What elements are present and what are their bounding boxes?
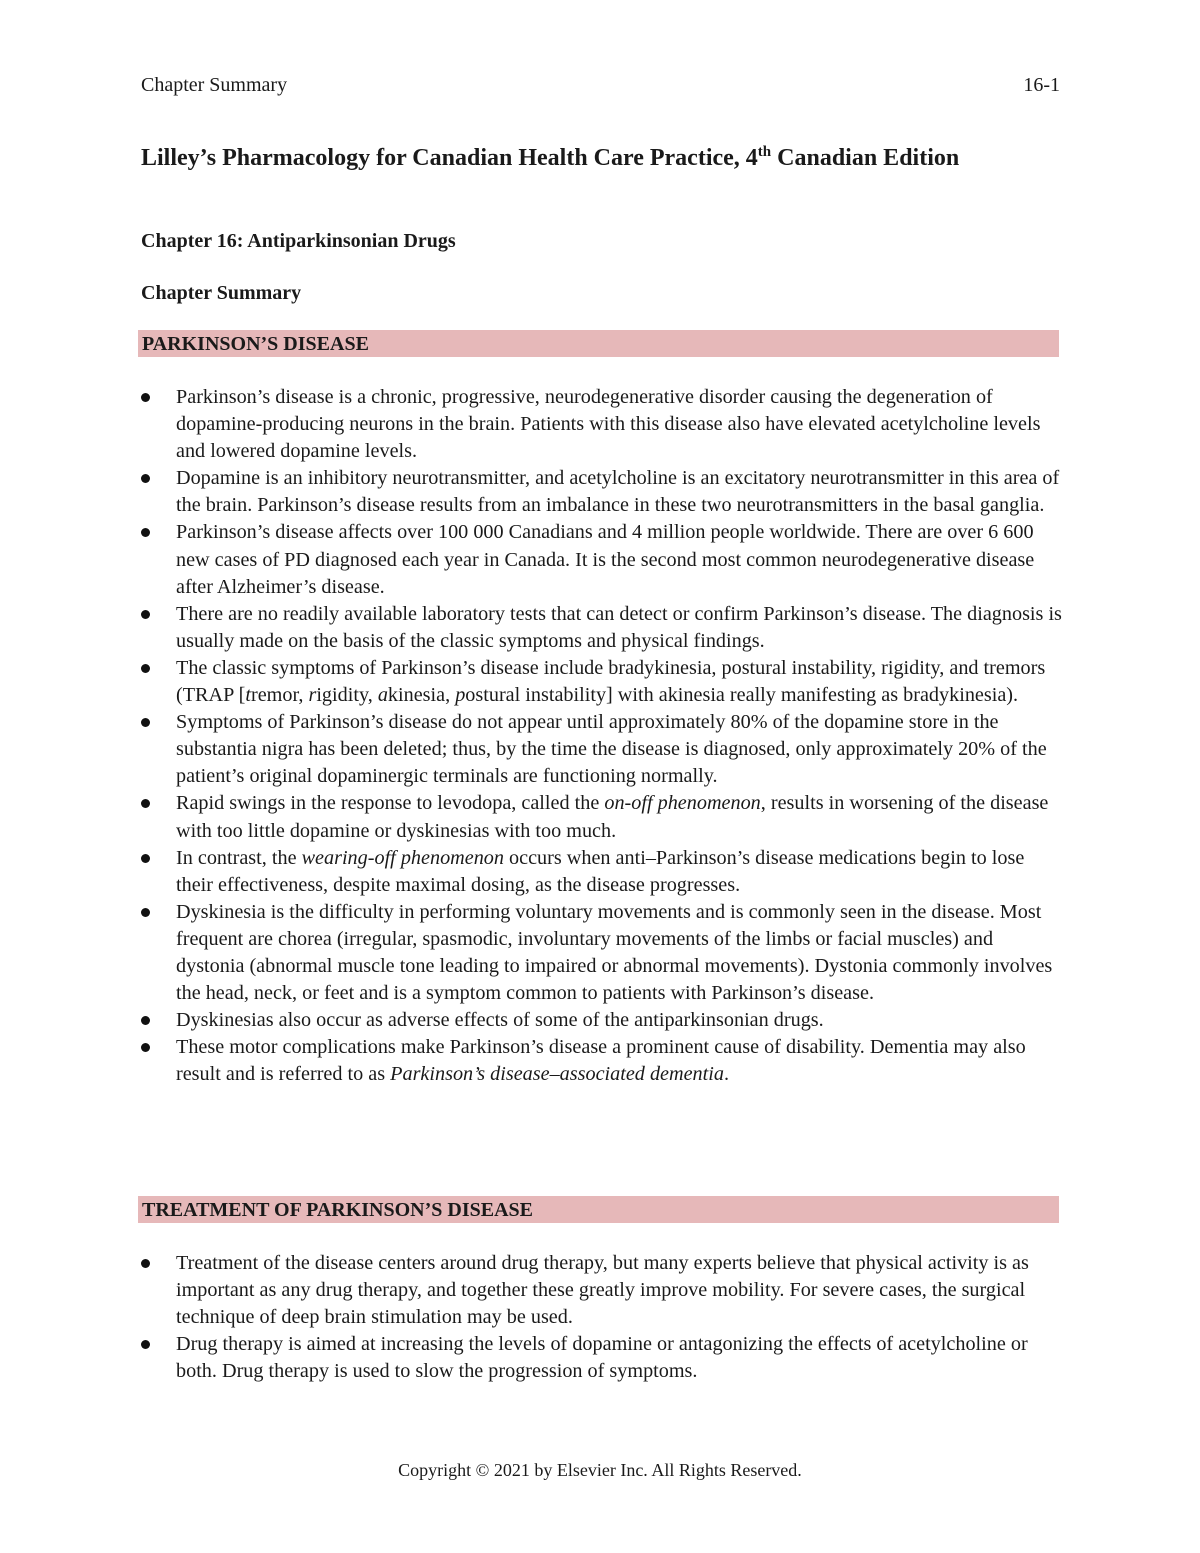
bullet-icon	[141, 908, 150, 917]
bullet-text: Dopamine is an inhibitory neurotransmitter, and acetylcholine is an excitatory neurotransmitter in this area of the brain. Parkinson’s disease results from an imbalance in these two neurotransmitters in the basal ganglia.	[176, 467, 1060, 517]
chapter-heading: Chapter 16: Antiparkinsonian Drugs	[141, 230, 456, 252]
bullet-text: Drug therapy is aimed at increasing the levels of dopamine or antagonizing the effects of acetylcholine or both. Drug therapy is used to slow the progression of symptoms.	[176, 1333, 1028, 1383]
bullet-text: Dyskinesias also occur as adverse effects of some of the antiparkinsonian drugs.	[176, 1009, 824, 1032]
bullet-icon	[141, 474, 150, 483]
bullet-text: These motor complications make Parkinson’s disease a prominent cause of disability. Dementia may also result and is referred to as	[176, 1036, 1026, 1086]
bullet-icon	[141, 1016, 150, 1025]
parkinsons-disease-bullets	[141, 384, 1065, 1088]
list-item	[141, 845, 1065, 899]
italic-text: on-off phenomenon	[604, 792, 761, 815]
list-item	[141, 709, 1065, 790]
bullet-text: .	[723, 1063, 729, 1086]
bullet-icon	[141, 799, 150, 808]
title-superscript: th	[757, 144, 772, 160]
italic-text: Parkinson’s disease–associated dementia	[390, 1063, 724, 1086]
title-main: Lilley’s Pharmacology for Canadian Health Care Practice, 4	[141, 145, 758, 171]
bullet-text: Treatment of the disease centers around drug therapy, but many experts believe that physical activity is as important as any drug therapy, and together these greatly improve mobility. For severe cases, the surgical technique of deep brain stimulation may be used.	[176, 1252, 1029, 1329]
bullet-text: In contrast, the	[176, 846, 302, 869]
section-heading-parkinsons-disease: PARKINSON’S DISEASE	[138, 330, 1059, 357]
list-item	[141, 899, 1065, 1007]
list-item	[141, 1250, 1065, 1331]
title-suffix: Canadian Edition	[771, 145, 960, 171]
bullet-icon	[141, 1043, 150, 1052]
bullet-text: , results in worsening of the disease with too little dopamine or dyskinesias with too much.	[176, 792, 1049, 842]
italic-text: r	[308, 684, 317, 707]
bullet-icon	[141, 1259, 150, 1268]
italic-text: a	[377, 684, 388, 707]
chapter-summary-label: Chapter Summary	[141, 282, 302, 304]
bullet-icon	[141, 854, 150, 863]
italic-text: t	[245, 684, 251, 707]
bullet-icon	[141, 393, 150, 402]
bullet-text: Symptoms of Parkinson’s disease do not appear until approximately 80% of the dopamine store in the substantia nigra has been deleted; thus, by the time the disease is diagnosed, only approximately 20% of the patient’s original dopaminergic terminals are functioning normally.	[176, 711, 1047, 788]
italic-text: wearing-off phenomenon	[301, 846, 504, 869]
treatment-bullets	[141, 1250, 1065, 1385]
italic-text: p	[455, 684, 466, 707]
list-item	[141, 655, 1065, 709]
bullet-text: The classic symptoms of Parkinson’s disease include bradykinesia, postural instability, rigidity, and tremors (TRAP [	[176, 656, 1046, 707]
bullet-icon	[141, 1340, 150, 1349]
bullet-text: There are no readily available laboratory tests that can detect or confirm Parkinson’s disease. The diagnosis is usually made on the basis of the classic symptoms and physical findings.	[176, 602, 1062, 652]
header-page-number: 16-1	[1023, 74, 1060, 96]
list-item	[141, 790, 1065, 844]
bullet-text: Rapid swings in the response to levodopa, called the	[176, 792, 605, 815]
bullet-text: Parkinson’s disease is a chronic, progressive, neurodegenerative disorder causing the degeneration of dopamine-producing neurons in the brain. Patients with this disease also have elevated acetylcholine levels and lowered dopamine levels.	[176, 386, 1041, 463]
bullet-text: remor,	[250, 684, 309, 707]
running-header	[141, 74, 1060, 97]
list-item	[141, 1331, 1065, 1385]
list-item	[141, 1007, 1065, 1034]
bullet-text: igidity,	[316, 684, 378, 707]
bullet-icon	[141, 664, 150, 673]
bullet-text: kinesia,	[387, 684, 456, 707]
list-item	[141, 465, 1065, 519]
bullet-icon	[141, 718, 150, 727]
copyright-footer: Copyright © 2021 by Elsevier Inc. All Rights Reserved.	[398, 1460, 802, 1480]
section-heading-treatment: TREATMENT OF PARKINSON’S DISEASE	[138, 1196, 1059, 1223]
header-chapter-summary: Chapter Summary	[141, 74, 288, 96]
list-item	[141, 519, 1065, 600]
bullet-icon	[141, 528, 150, 537]
list-item	[141, 1034, 1065, 1088]
bullet-text: Dyskinesia is the difficulty in performing voluntary movements and is commonly seen in the disease. Most frequent are chorea (irregular, spasmodic, involuntary movements of the limbs or facial muscles) and dystonia (abnormal muscle tone leading to impaired or abnormal movements). Dystonia commonly involves the head, neck, or feet and is a symptom common to patients with Parkinson’s disease.	[176, 900, 1053, 1005]
list-item	[141, 384, 1065, 465]
bullet-text: Parkinson’s disease affects over 100 000 Canadians and 4 million people worldwide. There are over 6 600 new cases of PD diagnosed each year in Canada. It is the second most common neurodegenerative disease after Alzheimer’s disease.	[176, 521, 1035, 598]
bullet-icon	[141, 610, 150, 619]
list-item	[141, 601, 1065, 655]
document-title	[141, 142, 1041, 174]
bullet-text: occurs when anti–Parkinson’s disease medications begin to lose their effectiveness, despite maximal dosing, as the disease progresses.	[176, 846, 1025, 896]
bullet-text: ostural instability] with akinesia really manifesting as bradykinesia).	[465, 684, 1019, 707]
